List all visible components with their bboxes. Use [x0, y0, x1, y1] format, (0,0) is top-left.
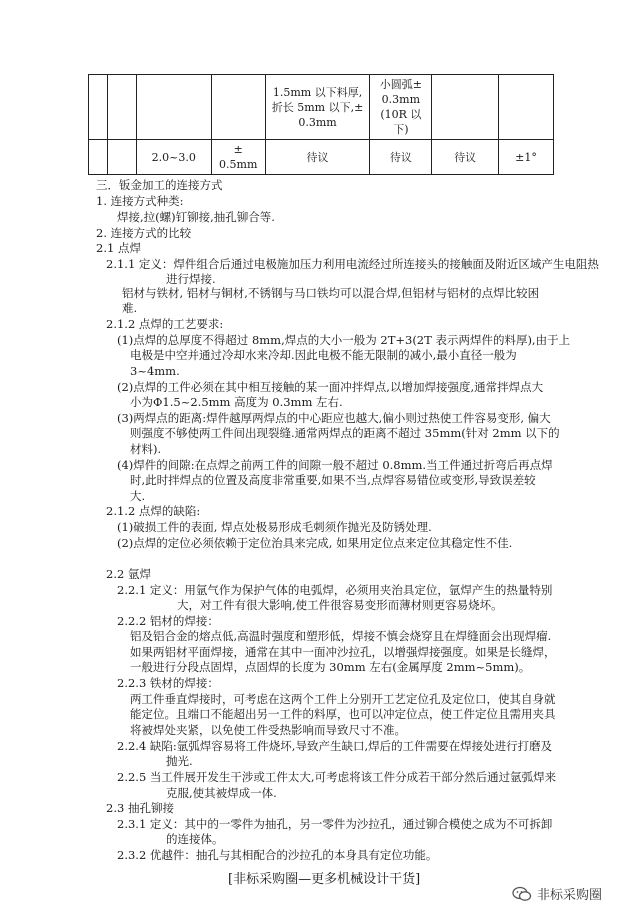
table-row: [89, 75, 554, 140]
body-text: (1)点焊的总厚度不得超过 8mm,焊点的大小一般为 2T+3(2T 表示两焊件的料厚),由于上: [117, 333, 571, 347]
body-text: 大，对工件有很大影响,使工件很容易变形而薄材则更容易烧坏。: [177, 598, 503, 612]
table-cell: 小圆弧± 0.3mm (10R 以下): [370, 75, 432, 140]
table-cell: [89, 75, 108, 140]
wechat-icon: [512, 886, 532, 902]
subsection-heading: 2.1.2 点焊的工艺要求:: [106, 317, 224, 331]
table-cell: [211, 75, 265, 140]
table-cell: 待议: [432, 140, 499, 175]
subsection-heading: 2.2.3 铁材的焊接：: [117, 676, 219, 690]
body-text: 的连接体。: [166, 832, 224, 846]
body-text: 3~4mm.: [130, 364, 180, 378]
footer-caption: [非标采购圈—更多机械设计干货]: [228, 872, 421, 887]
body-text: 2.3.1 定义：其中的一零件为抽孔，另一零件为沙拉孔，通过铆合模使之成为不可拆卸: [117, 817, 553, 831]
body-text: 则强度不够使两工件间出现裂缝.通常两焊点的距离不超过 35mm(针对 2mm 以下的: [130, 426, 560, 440]
list-heading: 2. 连接方式的比较: [96, 226, 192, 240]
table-cell: [107, 140, 136, 175]
table-cell: 待议: [265, 140, 370, 175]
subsection-heading: 2.1 点焊: [96, 241, 141, 255]
body-text: (3)两焊点的距离:焊件越厚两焊点的中心距应也越大,偏小则过热使工件容易变形, 偏大: [117, 411, 551, 425]
table-cell: ± 0.5mm: [211, 140, 265, 175]
body-text: 能定位。且端口不能超出另一工件的料厚，也可以冲定位点，使工件定位且需用夹具: [130, 707, 556, 721]
subsection-heading: 2.1.2 点焊的缺陷:: [106, 504, 201, 518]
subsection-heading: 2.2 氩焊: [106, 567, 151, 581]
body-text: 电极是中空并通过冷却水来冷却.因此电极不能无限制的减小,最小直径一般为: [130, 348, 517, 362]
body-text: 克服,使其被焊成一体.: [166, 786, 277, 800]
body-text: 进行焊接.: [166, 272, 216, 286]
body-text: 焊接,拉(螺)钉铆接,抽孔铆合等.: [117, 210, 275, 224]
body-text: 2.1.1 定义：焊件组合后通过电极施加压力利用电流经过所连接头的接触面及附近区域产生电阻热: [106, 257, 599, 271]
subsection-heading: 2.2.2 铝材的焊接：: [117, 614, 219, 628]
body-text: 两工件垂直焊接时，可考虑在这两个工件上分别开工艺定位孔及定位口，使其自身就: [130, 692, 556, 706]
body-text: 铝材与铁材, 铝材与铜材,不锈钢与马口铁均可以混合焊,但铝材与铝材的点焊比较困: [122, 286, 540, 300]
watermark: [512, 884, 602, 903]
body-text: 铝及铝合金的熔点低,高温时强度和塑形低，焊接不慎会烧穿且在焊缝面会出现焊瘤.: [130, 629, 552, 643]
body-text: 难.: [122, 301, 138, 315]
body-text: 将被焊处夹紧，以免使工件受热影响而导致尺寸不准。: [130, 723, 406, 737]
table-cell: ±1°: [499, 140, 554, 175]
body-text: 2.2.5 当工件展开发生干涉或工件太大,可考虑将该工件分成若干部分然后通过氩弧焊来: [117, 770, 557, 784]
table-cell: [432, 75, 499, 140]
body-text: 2.2.4 缺陷:氩弧焊容易将工件烧坏,导致产生缺口,焊后的工件需要在焊接处进行打磨及: [117, 739, 553, 753]
list-heading: 1. 连接方式种类:: [96, 194, 184, 208]
table-cell: [107, 75, 136, 140]
body-text: 时,此时拌焊点的位置及高度非常重要,如果不当,点焊容易错位或变形,导致误差较: [130, 473, 536, 487]
body-text: (2)点焊的工件必须在其中相互接触的某一面冲拌焊点,以增加焊接强度,通常拌焊点大: [117, 380, 544, 394]
body-text: 材料).: [130, 442, 162, 456]
body-text: 2.2.1 定义：用氩气作为保护气体的电弧焊，必须用夹治具定位，氩焊产生的热量特别: [117, 583, 553, 597]
section-heading: 三．钣金加工的连接方式: [96, 178, 223, 192]
subsection-heading: 2.3 抽孔铆接: [106, 801, 174, 815]
body-text: 如果两铝材平面焊接，通常在其中一面冲沙拉孔，以增强焊接强度。如果是长缝焊，: [130, 645, 556, 659]
table-cell: 1.5mm 以下料厚, 折长 5mm 以下,± 0.3mm: [265, 75, 370, 140]
tolerance-table: [88, 74, 554, 175]
table-cell: 2.0~3.0: [136, 140, 211, 175]
body-text: 2.3.2 优越件：抽孔与其相配合的沙拉孔的本身具有定位功能。: [117, 848, 438, 862]
body-text: 一般进行分段点固焊，点固焊的长度为 30mm 左右(金属厚度 2mm~5mm)。: [130, 660, 531, 674]
table-cell: [499, 75, 554, 140]
table-row: [89, 140, 554, 175]
body-text: (4)焊件的间隙:在点焊之前两工件的间隙一般不超过 0.8mm.当工件通过折弯后再点焊: [117, 458, 553, 472]
body-text: 小为Φ1.5~2.5mm 高度为 0.3mm 左右.: [130, 395, 343, 409]
table-cell: [136, 75, 211, 140]
body-text: 抛光.: [166, 754, 193, 768]
watermark-text: 非标采购圈: [537, 888, 603, 903]
table-cell: 待议: [370, 140, 432, 175]
body-text: 大.: [130, 489, 146, 503]
body-text: (1)破损工件的表面, 焊点处极易形成毛刺须作抛光及防锈处理.: [117, 520, 432, 534]
table-cell: [89, 140, 108, 175]
body-text: (2)点焊的定位必须依赖于定位治具来完成, 如果用定位点来定位其稳定性不佳.: [117, 536, 513, 550]
